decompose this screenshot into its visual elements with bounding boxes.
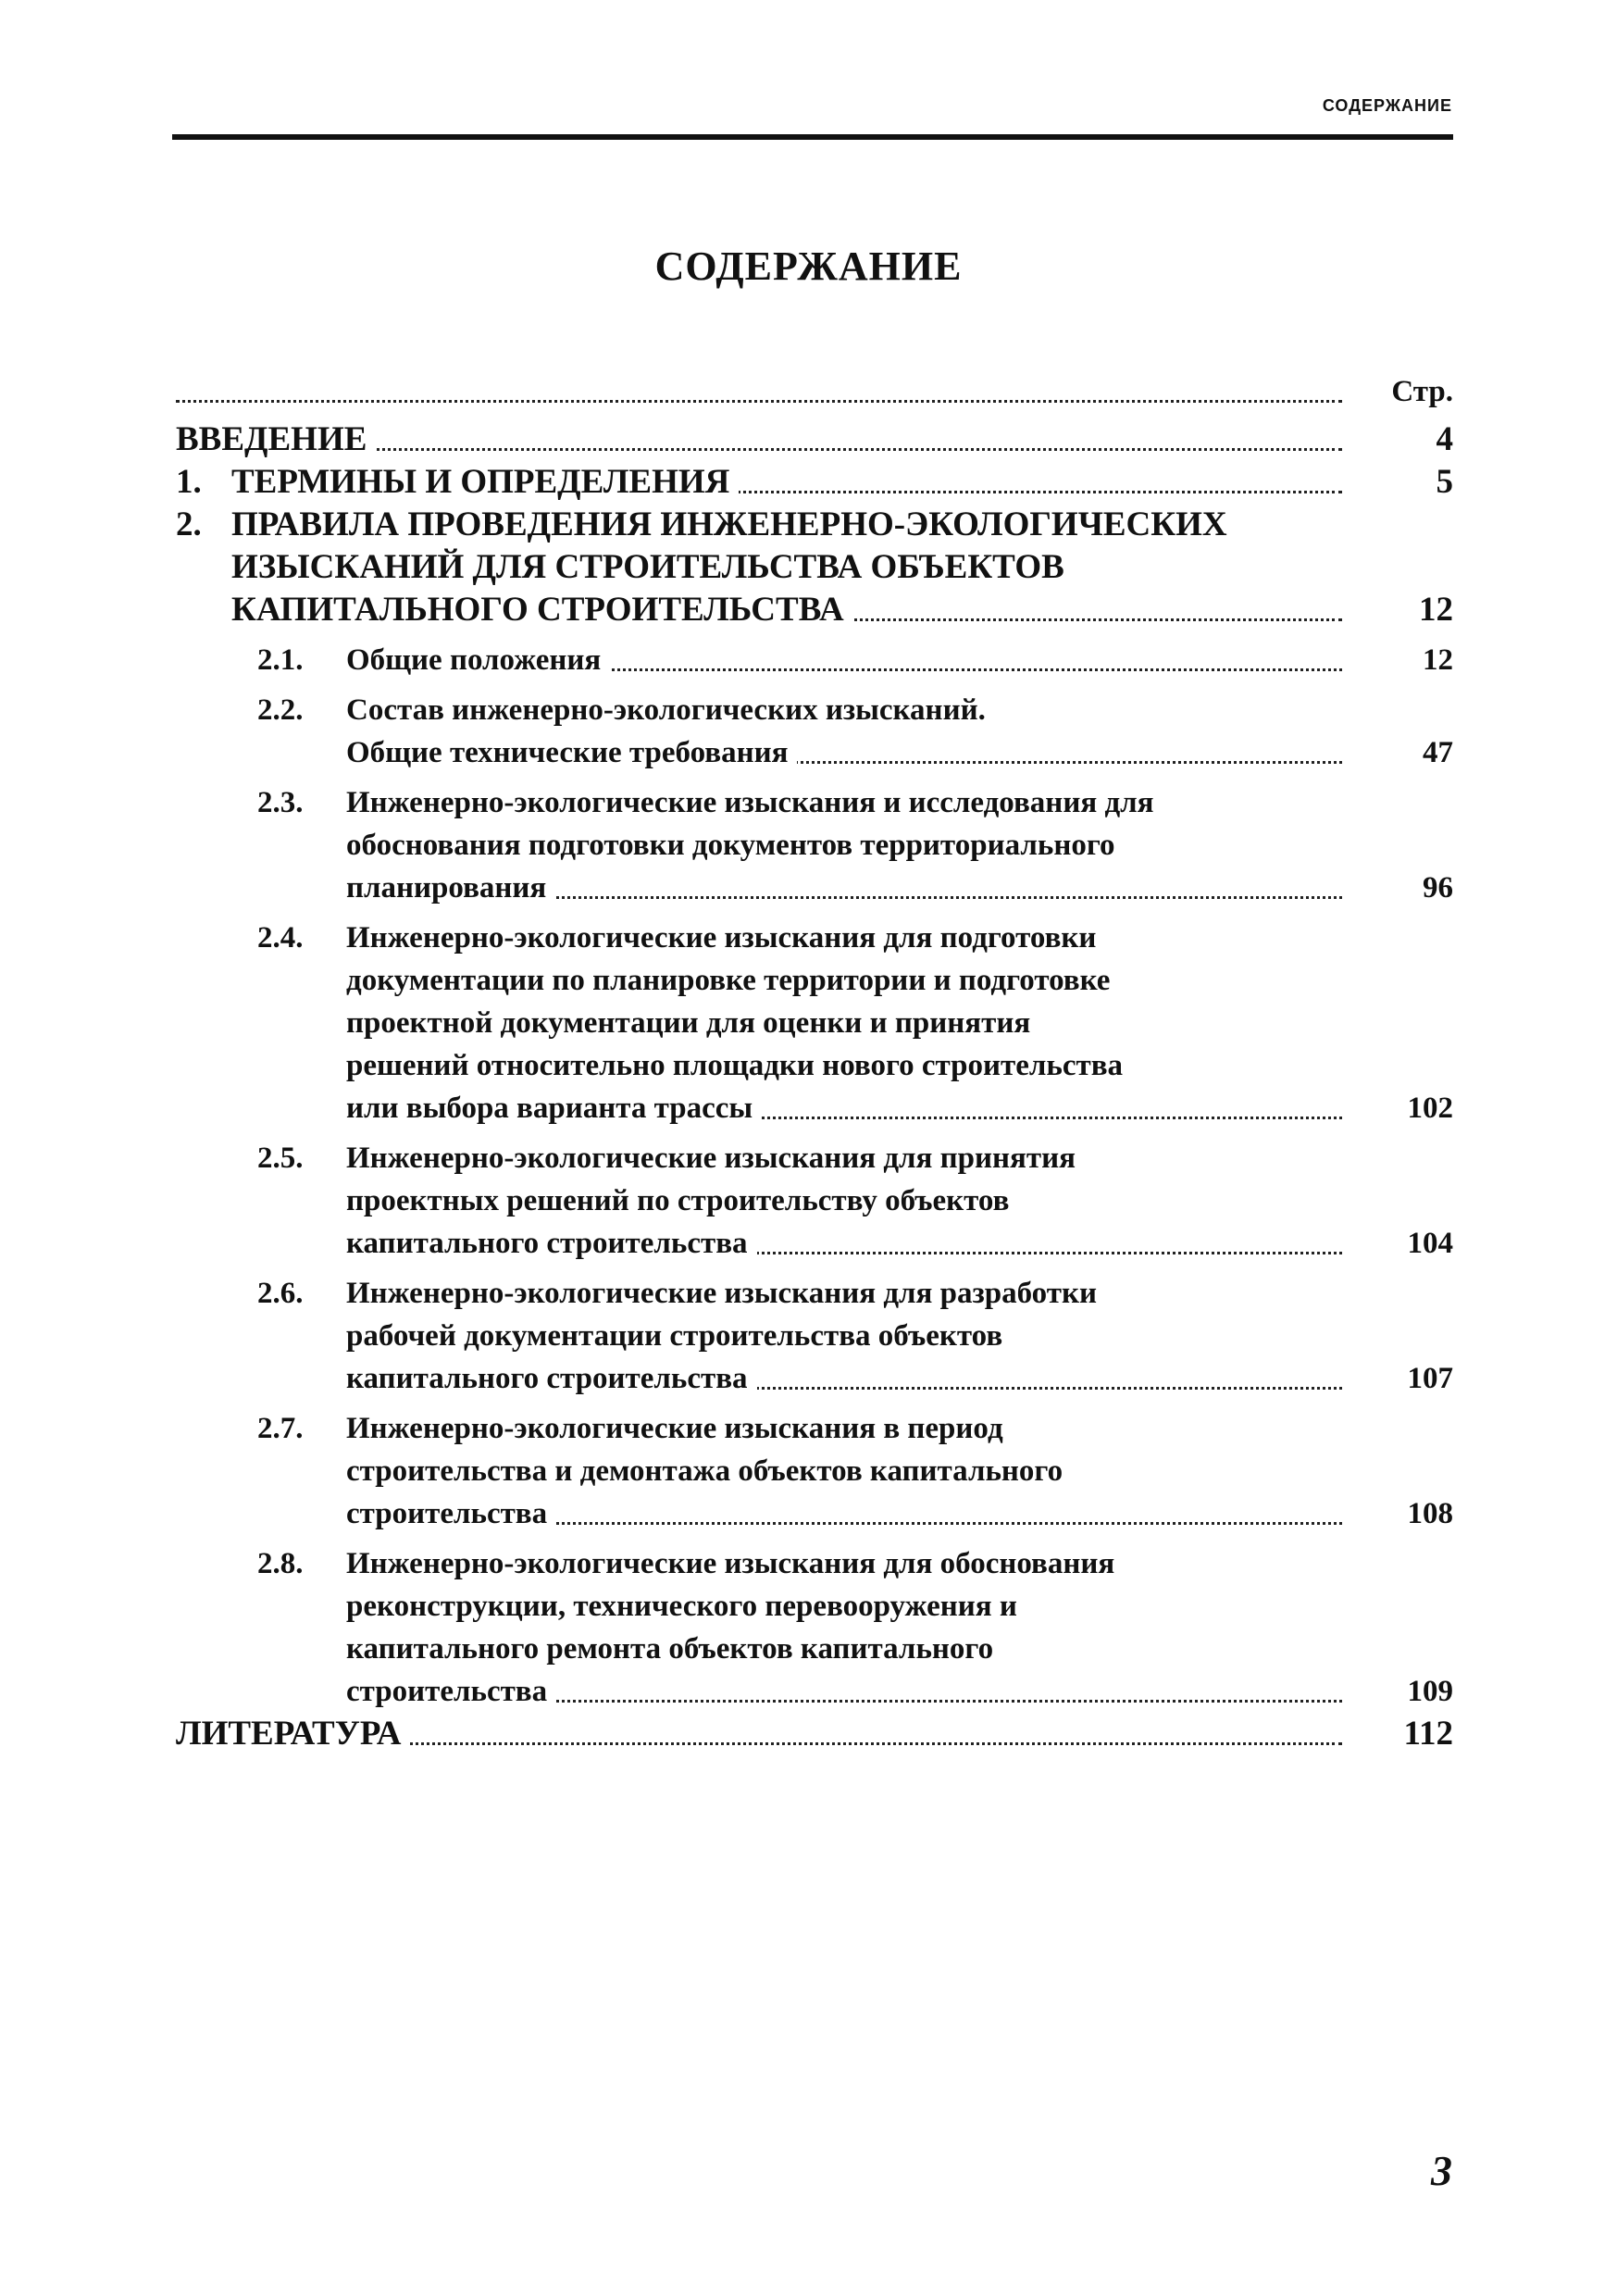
- toc-entry-2-8[interactable]: [176, 1542, 1453, 1713]
- toc-entry-title-line: Инженерно-экологические изыскания в период: [346, 1412, 1003, 1445]
- toc-entry-title-line: Общие положения: [346, 643, 610, 677]
- toc-entry-number: 2.2.: [257, 693, 304, 727]
- toc-entry-title-line: Инженерно-экологические изыскания для обоснования: [346, 1547, 1115, 1580]
- toc-entry-title-line: строительства и демонтажа объектов капитального: [346, 1454, 1063, 1488]
- toc-entry-number: 2.: [176, 505, 202, 543]
- toc-entry-page: 107: [1407, 1362, 1453, 1395]
- toc-entry-2[interactable]: [176, 504, 1453, 631]
- toc-entry-2-4[interactable]: [176, 917, 1453, 1129]
- toc-entry-2-3[interactable]: [176, 781, 1453, 909]
- toc-entry-title-line: реконструкции, технического перевооружения и: [346, 1590, 1017, 1623]
- toc-entry-number: 2.1.: [257, 643, 304, 677]
- page-column-label: Стр.: [1391, 375, 1453, 408]
- toc-entry-page: 102: [1407, 1092, 1453, 1125]
- toc-entry-references[interactable]: [176, 1713, 1453, 1755]
- toc-entry-title-line: КАПИТАЛЬНОГО СТРОИТЕЛЬСТВА: [231, 591, 853, 629]
- page-number: 3: [1431, 2147, 1452, 2194]
- toc-entry-title-line: рабочей документации строительства объектов: [346, 1319, 1003, 1353]
- toc-entry-title-line: Общие технические требования: [346, 736, 797, 769]
- toc-entry-number: 2.3.: [257, 786, 304, 819]
- toc-entry-2-1[interactable]: [176, 639, 1453, 681]
- toc-entry-2-2[interactable]: [176, 689, 1453, 774]
- toc-entry-title-line: строительства: [346, 1675, 556, 1708]
- running-head: СОДЕРЖАНИЕ: [1322, 96, 1452, 115]
- toc-entry-introduction[interactable]: [176, 418, 1453, 461]
- toc-entry-title-line: проектной документации для оценки и принятия: [346, 1006, 1031, 1040]
- toc-entry-title-line: ИЗЫСКАНИЙ ДЛЯ СТРОИТЕЛЬСТВА ОБЪЕКТОВ: [231, 548, 1064, 586]
- toc-entry-page: 12: [1423, 643, 1453, 677]
- toc-entry-1[interactable]: [176, 461, 1453, 504]
- toc-entry-title-line: ПРАВИЛА ПРОВЕДЕНИЯ ИНЖЕНЕРНО-ЭКОЛОГИЧЕСКИХ: [231, 505, 1227, 543]
- toc-entry-page: 96: [1423, 871, 1453, 905]
- toc-entry-title-line: капитального ремонта объектов капитального: [346, 1632, 994, 1666]
- toc-entry-title: ЛИТЕРАТУРА: [176, 1715, 410, 1753]
- toc-entry-title-line: Инженерно-экологические изыскания и исследования для: [346, 786, 1154, 819]
- page-title: СОДЕРЖАНИЕ: [654, 243, 963, 289]
- table-of-contents: [176, 370, 1453, 1755]
- toc-entry-title-line: планирования: [346, 871, 555, 905]
- toc-entry-title: ВВЕДЕНИЕ: [176, 420, 376, 458]
- toc-header-row: [176, 370, 1453, 413]
- toc-entry-title-line: Инженерно-экологические изыскания для подготовки: [346, 921, 1097, 955]
- toc-entry-title-line: капитального строительства: [346, 1227, 757, 1260]
- toc-entry-number: 2.7.: [257, 1412, 304, 1445]
- toc-entry-number: 2.5.: [257, 1142, 304, 1175]
- header-rule: [172, 134, 1453, 140]
- toc-entry-2-7[interactable]: [176, 1407, 1453, 1535]
- toc-entry-number: 2.4.: [257, 921, 304, 955]
- toc-entry-title-line: Инженерно-экологические изыскания для принятия: [346, 1142, 1076, 1175]
- toc-entry-title: ТЕРМИНЫ И ОПРЕДЕЛЕНИЯ: [231, 463, 739, 501]
- toc-entry-page: 108: [1407, 1497, 1453, 1530]
- toc-entry-title-line: Инженерно-экологические изыскания для разработки: [346, 1277, 1097, 1310]
- toc-entry-number: 2.8.: [257, 1547, 304, 1580]
- toc-entry-title-line: проектных решений по строительству объектов: [346, 1184, 1010, 1217]
- toc-entry-title-line: Состав инженерно-экологических изысканий.: [346, 693, 986, 727]
- toc-entry-2-6[interactable]: [176, 1272, 1453, 1400]
- toc-entry-page: 4: [1436, 420, 1453, 458]
- toc-entry-page: 104: [1407, 1227, 1453, 1260]
- toc-entry-title-line: документации по планировке территории и подготовке: [346, 964, 1111, 997]
- toc-entry-title-line: решений относительно площадки нового строительства: [346, 1049, 1124, 1082]
- toc-entry-title-line: капитального строительства: [346, 1362, 757, 1395]
- toc-entry-title-line: строительства: [346, 1497, 556, 1530]
- toc-entry-title-line: или выбора варианта трассы: [346, 1092, 762, 1125]
- toc-entry-2-5[interactable]: [176, 1137, 1453, 1265]
- toc-entry-page: 5: [1436, 463, 1453, 501]
- toc-entry-title-line: обоснования подготовки документов территориального: [346, 829, 1115, 862]
- toc-entry-number: 1.: [176, 463, 202, 501]
- toc-entry-page: 109: [1407, 1675, 1453, 1708]
- toc-entry-page: 47: [1423, 736, 1453, 769]
- toc-entry-page: 12: [1419, 591, 1453, 629]
- toc-header-leader: [176, 370, 1342, 413]
- toc-entry-number: 2.6.: [257, 1277, 304, 1310]
- toc-entry-page: 112: [1403, 1715, 1453, 1753]
